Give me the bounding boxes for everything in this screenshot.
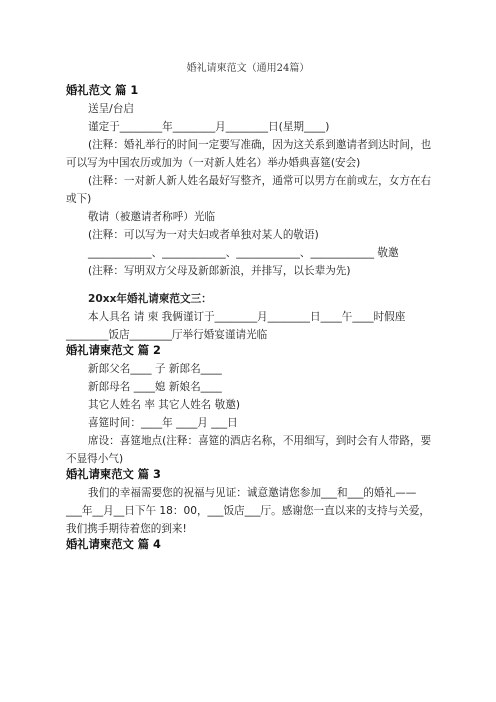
paragraph: 新郎父名____ 子 新郎名____ xyxy=(88,363,222,375)
paragraph: 席设：喜筵地点(注释：喜筵的酒店名称，不用细写，到时会有人带路，要不显得小气) xyxy=(66,435,432,465)
document-body xyxy=(66,84,432,554)
section-heading-4: 婚礼请柬范文 篇 3 xyxy=(66,468,161,481)
paragraph: 新郎母名 ____媳 新娘名____ xyxy=(88,381,222,393)
section-heading-2: 20xx年婚礼请柬范文三： xyxy=(88,293,212,305)
paragraph: 送呈/台启 xyxy=(88,103,134,115)
section-heading-5: 婚礼请柬范文 篇 4 xyxy=(66,538,161,551)
paragraph: (注释：一对新人新人姓名最好写整齐，通常可以男方在前或左，女方在右或下) xyxy=(66,175,432,205)
document-title: 婚礼请柬范文（通用24篇） xyxy=(186,63,310,74)
paragraph: (注释：可以写为一对夫妇或者单独对某人的敬语) xyxy=(88,229,319,241)
paragraph: 谨定于________年________月________日(星期____) xyxy=(88,121,330,133)
section-heading-3: 婚礼请柬范文 篇 2 xyxy=(66,344,161,357)
paragraph: 本人具名 请 柬 我俩谨订于________月________日____午____时假座________饭店________厅举行婚宴谨请光临 xyxy=(66,311,406,341)
paragraph: ____________、____________、____________、____________ 敬邀 xyxy=(88,247,399,259)
section-heading-1: 婚礼范文 篇 1 xyxy=(66,84,139,97)
paragraph: 其它人姓名 率 其它人姓名 敬邀) xyxy=(88,399,240,411)
paragraph: (注释：写明双方父母及新郎新浪，并排写，以长辈为先) xyxy=(88,265,351,277)
paragraph: 我们的幸福需要您的祝福与见证：诚意邀请您参加___和___的婚礼——___年__月__日下午 18：00，___饭店___厅。感谢您一直以来的支持与关爱，我们携手期待着您的到来! xyxy=(66,487,431,535)
paragraph: 喜筵时间：____年 ____月 ___日 xyxy=(88,417,238,429)
paragraph: (注释：婚礼举行的时间一定要写准确，因为这关系到邀请者到达时间，也可以写为中国农历或加为（一对新人姓名）举办婚典喜筵(安会) xyxy=(66,139,432,169)
paragraph: 敬请（被邀请者称呼）光临 xyxy=(88,211,216,223)
